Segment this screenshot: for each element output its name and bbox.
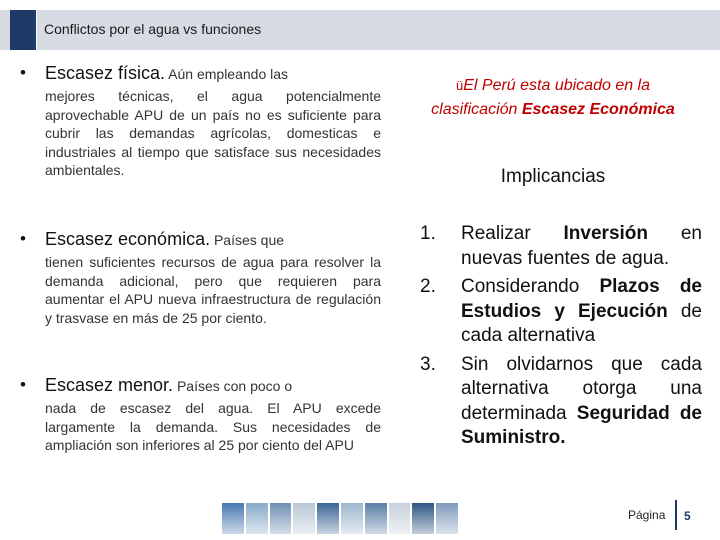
implication-text: en nuevas fuentes de agua. [461,223,702,269]
footer-photo-tile [436,503,458,534]
page-number: 5 [684,509,691,523]
item-body: mejores técnicas, el agua potencialmente aprovechable APU de un país no es suficiente para cubrir las demandas agrícolas, domesticas e industriales al tiempo que satisface sus necesidades ambientales. [45,88,381,178]
item-lead: Escasez económica. [45,229,211,249]
item-lead: Escasez menor. [45,375,174,395]
bullet-icon: • [20,229,26,248]
bullet-icon: • [20,375,26,394]
callout-line-1 [408,74,698,98]
implication-item [420,222,702,271]
item-body: nada de escasez del agua. El APU excede largamente la demanda. Sus necesidades de ampliación son inferiores al 25 por ciento del APU [45,400,381,453]
page-divider [675,500,677,530]
item-lead-rest: Aún empleando las [165,66,289,82]
implication-number: 2. [420,276,436,297]
implication-text: Sin olvidarnos que cada alternativa otorga una determinada [461,353,702,424]
slide-title: Conflictos por el agua vs funciones [44,21,262,37]
footer-image-strip [222,503,458,534]
item-heading [45,228,381,251]
footer-photo-tile [270,503,292,534]
item-heading [45,62,381,85]
implication-text: Realizar [461,223,564,244]
header-divider [36,10,37,50]
header-accent-block [10,10,36,50]
checkmark-icon: ü [455,78,464,93]
implication-emphasis: Seguridad de Suministro. [461,402,703,448]
callout-line-2 [408,98,698,122]
bullet-icon: • [20,63,26,82]
slide-header [0,10,720,50]
footer-photo-tile [389,503,411,534]
footer-photo-tile [317,503,339,534]
footer-photo-tile [246,503,268,534]
peru-classification-callout [408,74,698,122]
scarcity-item-minor [20,374,381,455]
implications-heading: Implicancias [500,166,606,187]
item-body: tienen suficientes recursos de agua para resolver la demanda adicional, pero que requieren para aumentar el APU nueva infraestructura de regulación y trasvase en más de 25 por ciento. [45,254,381,326]
callout-emphasis: Escasez Económica [521,101,675,118]
item-heading [45,374,381,397]
implication-text: de cada alternativa [461,300,702,346]
implication-emphasis: Plazos de Estudios y Ejecución [461,276,702,322]
footer-photo-tile [412,503,434,534]
footer-photo-tile [341,503,363,534]
callout-text-2: clasificación [431,101,522,118]
implication-emphasis: Inversión [563,223,649,244]
implication-text: Considerando [461,276,600,297]
item-lead-rest: Países que [210,232,285,248]
page-label: Página [628,508,666,522]
implication-number: 3. [420,353,436,375]
footer-photo-tile [365,503,387,534]
footer-photo-tile [222,503,244,534]
item-lead-rest: Países con poco o [173,378,293,394]
callout-text-1: El Perú esta ubicado en la [463,77,651,94]
scarcity-item-physical [20,62,381,180]
scarcity-item-economic [20,228,381,327]
implication-number: 1. [420,223,436,244]
implication-item [420,353,702,451]
footer-photo-tile [293,503,315,534]
item-lead: Escasez física. [45,63,166,83]
implications-list [420,222,702,451]
implication-item [420,275,702,349]
